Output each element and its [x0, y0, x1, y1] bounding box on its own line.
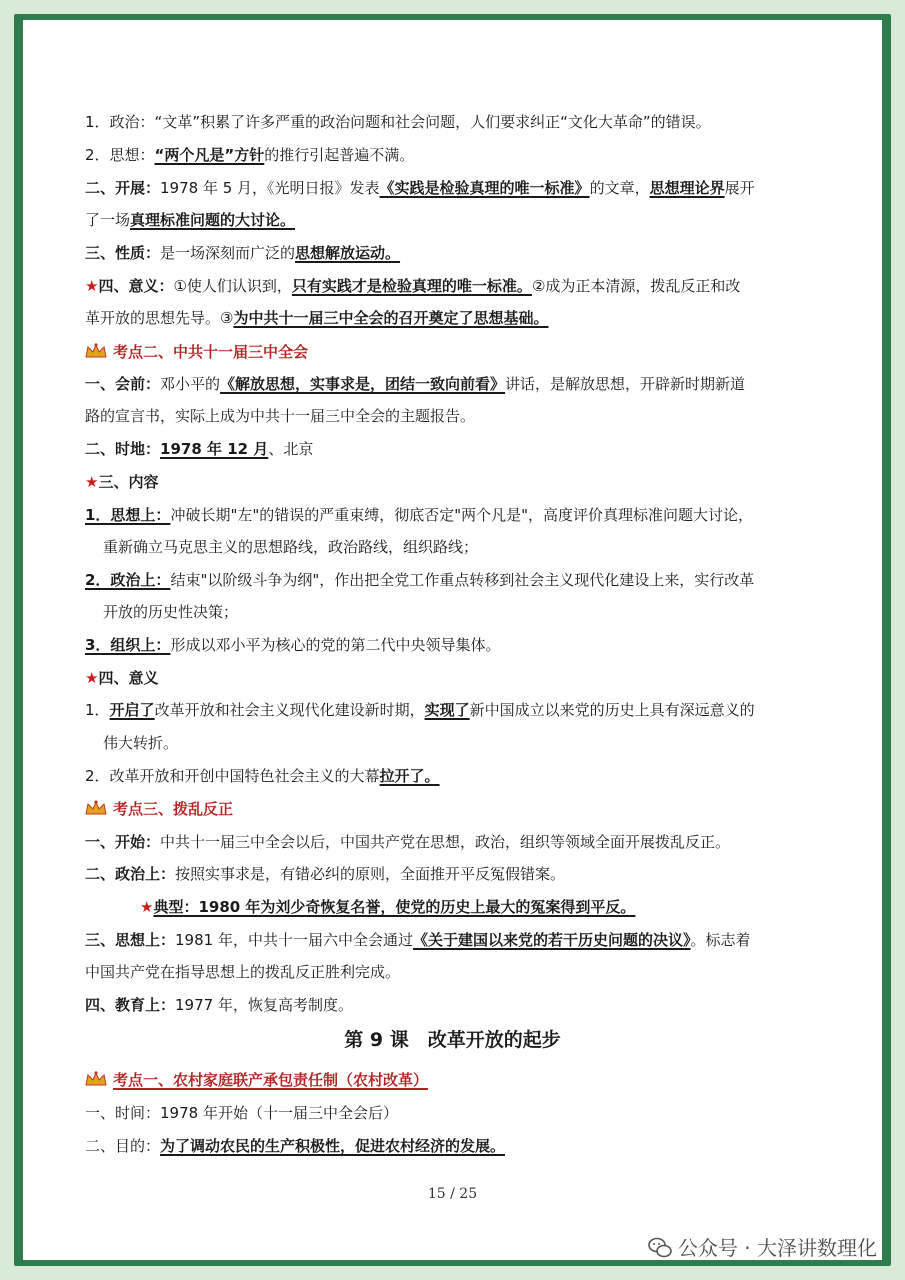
- key-phrase: 1978 年 12 月: [160, 440, 269, 458]
- line-text: 改革开放和社会主义现代化建设新时期，: [154, 701, 425, 719]
- key-phrase: 思想解放运动。: [295, 244, 401, 262]
- text-line: [85, 1103, 398, 1123]
- line-text: 路的宣言书，实际上成为中共十一届三中全会的主题报告。: [85, 407, 476, 425]
- line-text: 一、时间：1978 年开始（十一届三中全会后）: [85, 1104, 398, 1122]
- star-icon: ★: [140, 898, 154, 916]
- watermark-text: 公众号 · 大泽讲数理化: [677, 1236, 877, 1260]
- kaodian-title: 考点一、农村家庭联产承包责任制（农村改革）: [113, 1071, 429, 1089]
- key-phrase: 3．组织上：: [85, 636, 171, 654]
- section-heading: 三、思想上：: [85, 931, 176, 949]
- lesson-title: 第 9 课 改革开放的起步: [344, 1029, 561, 1051]
- line-text: ①使人们认识到，: [173, 277, 292, 295]
- key-phrase: “两个凡是”方针: [154, 146, 265, 164]
- key-phrase: 为中共十一届三中全会的召开奠定了思想基础。: [233, 309, 549, 327]
- line-text: 1977 年，恢复高考制度。: [175, 996, 353, 1014]
- line-text: 伟大转折。: [103, 734, 179, 752]
- section-heading: 一、开始：: [85, 833, 161, 851]
- line-text: 按照实事求是，有错必纠的原则，全面推开平反冤假错案。: [175, 865, 566, 883]
- crown-icon: [85, 1071, 107, 1087]
- section-heading: 四、意义: [98, 669, 159, 687]
- key-phrase: 思想理论界: [649, 179, 725, 197]
- line-text: 。标志着: [690, 931, 751, 949]
- line-text: 2．改革开放和开创中国特色社会主义的大幕: [85, 767, 380, 785]
- line-text: 二、目的：: [85, 1137, 161, 1155]
- line-text: 中国共产党在指导思想上的拨乱反正胜利完成。: [85, 963, 401, 981]
- line-text: 的推行引起普遍不满。: [264, 146, 415, 164]
- text-line: [85, 864, 565, 884]
- key-phrase: 为了调动农民的生产积极性，促进农村经济的发展。: [160, 1137, 506, 1155]
- wechat-icon: [648, 1237, 672, 1259]
- star-icon: ★: [85, 669, 99, 687]
- line-text: 重新确立马克思主义的思想路线，政治路线，组织路线；: [103, 538, 479, 556]
- text-line: [85, 570, 754, 590]
- line-text: 1．政治：“文革”积累了许多严重的政治问题和社会问题，人们要求纠正“文化大革命”的错误。: [85, 113, 711, 131]
- key-phrase: 真理标准问题的大讨论。: [130, 211, 296, 229]
- text-line: [85, 1136, 505, 1156]
- line-text: 开放的历史性决策；: [103, 603, 239, 621]
- text-line: [85, 930, 751, 950]
- kaodian-title: 考点二、中共十一届三中全会: [113, 343, 309, 361]
- kaodian-heading: [85, 342, 308, 362]
- line-text: 中共十一届三中全会以后，中国共产党在思想，政治，组织等领域全面开展拨乱反正。: [160, 833, 731, 851]
- section-heading: 三、内容: [98, 473, 159, 491]
- line-text: 形成以邓小平为核心的党的第二代中央领导集体。: [170, 636, 501, 654]
- line-text: 1．: [85, 701, 110, 719]
- line-text: 1981 年，中共十一届六中全会通过: [175, 931, 413, 949]
- line-text: 结束"以阶级斗争为纲"，作出把全党工作重点转移到社会主义现代化建设上来，实行改革: [170, 571, 755, 589]
- kaodian-heading: [85, 799, 233, 819]
- text-line: [85, 210, 295, 230]
- line-text: 的文章，: [589, 179, 650, 197]
- line-text: 邓小平的: [160, 375, 221, 393]
- key-phrase: 典型：1980 年为刘少奇恢复名誉，使党的历史上最大的冤案得到平反。: [153, 898, 636, 916]
- text-line: [85, 439, 313, 459]
- line-text: 革开放的思想先导。③: [85, 309, 234, 327]
- key-phrase: 《关于建国以来党的若干历史问题的决议》: [412, 931, 691, 949]
- text-line: [103, 602, 238, 622]
- section-heading: 二、开展：: [85, 179, 161, 197]
- text-line: [140, 897, 635, 917]
- text-line: [85, 374, 745, 394]
- text-line: [85, 178, 755, 198]
- section-heading: 二、时地：: [85, 440, 161, 458]
- line-text: 新中国成立以来党的历史上具有深远意义的: [469, 701, 755, 719]
- section-heading: 二、政治上：: [85, 865, 176, 883]
- crown-icon: [85, 800, 107, 816]
- line-text: 冲破长期"左"的错误的严重束缚，彻底否定"两个凡是"，高度评价真理标准问题大讨论，: [170, 506, 754, 524]
- text-line: [85, 505, 753, 525]
- text-line: [85, 308, 548, 328]
- kaodian-title: 考点三、拨乱反正: [113, 800, 234, 818]
- line-text: 展开: [724, 179, 755, 197]
- page-number: 15 / 25: [427, 1186, 478, 1202]
- key-phrase: 《实践是检验真理的唯一标准》: [379, 179, 590, 197]
- section-heading: 四、教育上：: [85, 996, 176, 1014]
- key-phrase: 实现了: [424, 701, 470, 719]
- text-line: [85, 145, 414, 165]
- kaodian-heading: [85, 1070, 428, 1090]
- text-line: [85, 635, 500, 655]
- watermark: [648, 1232, 877, 1261]
- section-heading: 三、性质：: [85, 244, 161, 262]
- crown-icon: [85, 343, 107, 359]
- section-heading: 四、意义：: [98, 277, 174, 295]
- line-text: ②成为正本清源，拨乱反正和改: [531, 277, 741, 295]
- section-heading: 一、会前：: [85, 375, 161, 393]
- line-text: 2．思想：: [85, 146, 155, 164]
- text-line: [85, 962, 400, 982]
- key-phrase: 开启了: [109, 701, 155, 719]
- text-line: [103, 537, 478, 557]
- star-icon: ★: [85, 473, 99, 491]
- text-line: [85, 766, 440, 786]
- line-text: 了一场: [85, 211, 131, 229]
- text-line: [85, 472, 158, 492]
- line-text: 讲话，是解放思想，开辟新时期新道: [505, 375, 746, 393]
- key-phrase: 2．政治上：: [85, 571, 171, 589]
- text-line: [85, 832, 730, 852]
- line-text: 、北京: [268, 440, 314, 458]
- star-icon: ★: [85, 277, 99, 295]
- text-line: [85, 995, 353, 1015]
- text-line: [85, 668, 158, 688]
- key-phrase: 1．思想上：: [85, 506, 171, 524]
- line-text: 是一场深刻而广泛的: [160, 244, 296, 262]
- key-phrase: 《解放思想，实事求是，团结一致向前看》: [220, 375, 506, 393]
- text-line: [85, 700, 755, 720]
- text-line: [103, 733, 178, 753]
- text-line: [85, 276, 740, 296]
- text-line: [85, 112, 711, 132]
- text-line: [85, 243, 400, 263]
- text-line: [85, 406, 475, 426]
- key-phrase: 只有实践才是检验真理的唯一标准。: [291, 277, 532, 295]
- line-text: 1978 年 5 月，《光明日报》发表: [160, 179, 380, 197]
- key-phrase: 拉开了。: [379, 767, 440, 785]
